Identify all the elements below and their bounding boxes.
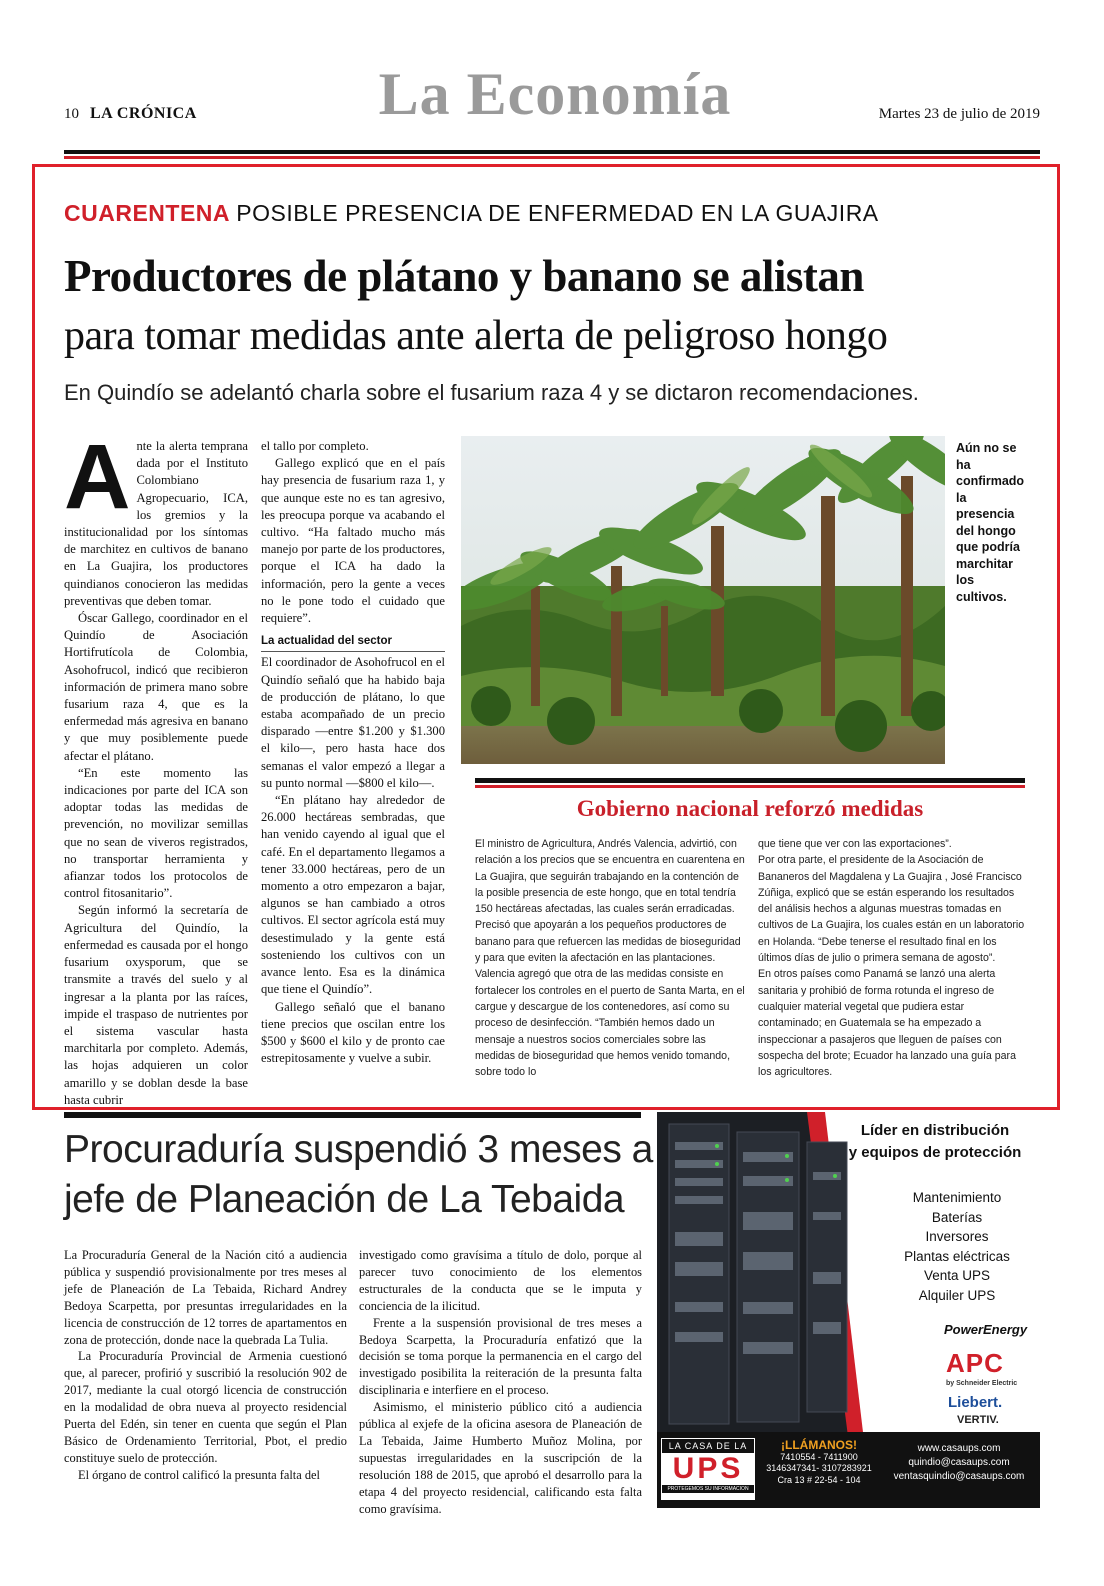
service-item: Venta UPS: [923, 1268, 991, 1283]
photo-illustration: [461, 436, 945, 764]
brand-power-energy-logo: PowerEnergy: [944, 1322, 1028, 1337]
service-item: Mantenimiento: [912, 1190, 1002, 1205]
article-column-1: [64, 426, 248, 1109]
ad-headline-1: Líder en distribución: [860, 1122, 1010, 1139]
paragraph: Según informó la secretaría de Agricultura del Quindío, la enfermedad es causada por el hongo fusarium oxysporum, que se transmite a través del suelo y al ingresar a la planta por las raíces, impide el traspaso de nutrientes por el sistema vascular hasta marchitarla por completo. Además, las hojas adquieren un color amarillo y se doblan desde la base hasta cubrir: [64, 903, 248, 1107]
store-logo-tagline: PROTEGEMOS SU INFORMACION: [662, 1485, 754, 1493]
paragraph: investigado como gravísima a título de dolo, porque al parecer tuvo conocimiento de los elementos estructurales de la conducta que se le imputa y conciencia de la ilicitud.: [359, 1248, 642, 1313]
header-rule-red: [64, 156, 1040, 159]
address: Cra 13 # 22-54 - 104: [777, 1474, 861, 1485]
issue-date: Martes 23 de julio de 2019: [878, 106, 1040, 122]
ups-advertisement[interactable]: [657, 1112, 1040, 1508]
headline-line-2: para tomar medidas ante alerta de peligroso hongo: [64, 313, 888, 359]
paragraph: El órgano de control calificó la presunta falta del: [78, 1467, 320, 1482]
subheading: La actualidad del sector: [261, 633, 445, 652]
paragraph: el tallo por completo.: [261, 439, 369, 453]
sidebar-column-2: [758, 836, 1030, 1080]
brand-vertiv-logo: VERTIV.: [957, 1414, 999, 1426]
contact-phones: [761, 1440, 877, 1486]
sidebar-rule-red: [475, 785, 1025, 788]
service-item: Plantas eléctricas: [904, 1248, 1010, 1264]
paragraph: La Procuraduría Provincial de Armenia cuestionó que, al parecer, profirió y suscribió la resolución 902 de 2017, mediante la cual otorgó licencia de construcción en la modalidad de obra nueva al proyecto residencial Puerta del Edén, sin tener en cuenta que según el Plan Básico de Ordenamiento Territorial, Pbot, el predio constituye suelo de protección.: [64, 1349, 347, 1465]
phone-numbers-1: 7410554 - 7411900: [780, 1451, 858, 1462]
sidebar-title: Gobierno nacional reforzó medidas: [576, 796, 924, 821]
page-number: 10: [64, 106, 79, 122]
second-column-1: [64, 1247, 347, 1484]
contact-web: [879, 1442, 1039, 1484]
paragraph: La Procuraduría General de la Nación citó a audiencia pública y suspendió provisionalmente por tres meses al jefe de Planeación de La Tebaida, Richard Andrey Bedoya Scarpetta, por presuntas irregularidades en la licencia de construcción de 12 torres de apartamentos en zona de protección, donde nace la quebrada La Tulia.: [64, 1248, 347, 1347]
paragraph: Valencia agregó que otra de las medidas consiste en fortalecer los controles en el puerto de Santa Marta, en el cargue y descargue de los contenedores, así como su proceso de desinfección. “También hemos dado un mensaje a nuestros socios comerciales sobre las medidas de bioseguridad que hemos venido tomando, sobre todo lo: [475, 968, 745, 1079]
email-link[interactable]: ventasquindio@casaups.com: [893, 1471, 1025, 1482]
paragraph: En otros países como Panamá se lanzó una alerta sanitaria y prohibió de forma rotunda el ingreso de cualquier material vegetal que pudiera estar contaminado; en Guatemala se ha empezado a inspeccionar a pasajeros que lleguen de países con sospecha del brote; Ecuador ha lanzado una guía para los agricultores.: [758, 968, 1016, 1079]
ad-headline-2: y equipos de protección: [848, 1144, 1022, 1161]
story-kicker: [64, 200, 879, 227]
drop-cap: A: [64, 426, 131, 528]
paragraph: El ministro de Agricultura, Andrés Valencia, advirtió, con relación a los precios que se encuentra en cuarentena en La Guajira, que seguirán trabajando en la contención de la posible presencia de este hongo, que en total tendría 150 hectáreas afectadas, las cuales serán erradicadas.: [475, 838, 745, 916]
brand-liebert-logo: Liebert.: [948, 1394, 1003, 1411]
article-column-2: [261, 438, 445, 1067]
photo-caption: Aún no se ha confirmado la presencia del hongo que podría marchitar los cultivos.: [956, 441, 1025, 604]
store-logo: [661, 1438, 755, 1500]
paragraph: “En plátano hay alrededor de 26.000 hectáreas sembradas, que han venido cayendo al igual que el café. En el departamento llegamos a tener 33.000 hectáreas, pero de un momento a otro empezaron a bajar, algunos se han cambiado a otros cultivos. El sector agrícola está muy desestimulado y la gente está sosteniendo los cultivos con un avance lento. Esa es la dinámica que tiene el Quindío”.: [261, 793, 445, 997]
kicker-label: CUARENTENA: [64, 200, 230, 226]
publication-name: LA CRÓNICA: [90, 105, 197, 122]
paragraph: Por otra parte, el presidente de la Asociación de Bananeros del Magdalena y La Guajira , José Francisco Zúñiga, explicó que se están esperando los resultados del análisis hechos a algunas muestras tomadas en cultivos de La Guajira, los cuales están en un laboratorio en Holanda. “Debe tenerse el resultado final en los últimos días de julio o primera semana de agosto”.: [758, 854, 1025, 965]
service-item: Alquiler UPS: [918, 1287, 996, 1303]
sidebar-column-1: [475, 836, 745, 1080]
paragraph: El coordinador de Asohofrucol en el Quindío señaló que ha habido baja de producción de plátano, lo que estaba acompañado de un precio disparado —entre $1.200 y $1.300 el kilo—, pero hasta hace dos semanas el valor empezó a llegar a su punto normal —$800 el kilo—.: [261, 655, 445, 790]
store-logo-top: LA CASA DE LA: [662, 1439, 754, 1453]
paragraph: “En este momento las indicaciones por parte del ICA son adoptar todas las medidas de prevención, no movilizar semillas que no sean de viveros registrados, no transportar herramienta y afianzar todos los protocolos de control fitosanitario”.: [64, 765, 248, 901]
headline-line-1: Productores de plátano y banano se alistan: [64, 251, 864, 301]
story-deck: En Quindío se adelantó charla sobre el fusarium raza 4 y se dictaron recomendaciones.: [64, 380, 919, 405]
second-column-2: [359, 1247, 642, 1518]
store-logo-name: UPS: [672, 1452, 744, 1485]
kicker-text: POSIBLE PRESENCIA DE ENFERMEDAD EN LA GUAJIRA: [236, 200, 879, 226]
paragraph: Gallego señaló que el banano tiene precios que oscilan entre los $500 y $600 el kilo y de pronto cae estrepitosamente y vuelve a subir.: [261, 999, 445, 1066]
paragraph: que tiene que ver con las exportaciones”.: [758, 838, 952, 850]
paragraph: Gallego explicó que en el país hay presencia de fusarium raza 1, y que aunque este no es tan agresivo, les preocupa porque va acabando el cultivo. “Ha faltado mucho más manejo por parte de los productores, porque el ICA ha dado la información, pero la gente a veces no le pone todo el cuidado que requiere”.: [261, 456, 445, 626]
website-link[interactable]: www.casaups.com: [917, 1443, 1001, 1454]
paragraph: Frente a la suspensión provisional de tres meses a Bedoya Scarpetta, la Procuraduría enfatizó que la decisión se toma porque la permanencia en el cargo del investigado posibilita la reiteración de la presunta falta disciplinaria e interfiere en el proceso.: [359, 1315, 642, 1398]
phone-numbers-2: 3146347341- 3107283921: [766, 1463, 872, 1473]
paragraph: Ante la alerta temprana dada por el Instituto Colombiano Agropecuario, ICA, los gremios y la institucionalidad por los síntomas de marchitez en cultivos de banano en La Guajira, los productores quindianos conocieron las medidas preventivas que deben tomar.: [64, 426, 248, 608]
second-story-rule: [64, 1112, 641, 1118]
second-headline-line-2: jefe de Planeación de La Tebaida: [64, 1178, 625, 1221]
sidebar-rule-black: [475, 778, 1025, 783]
paragraph: Asimismo, el ministerio público citó a audiencia pública al exjefe de la oficina asesora de Planeación de La Tebaida, Jaime Humberto Muñoz Molina, por supuestas irregularidades en la suscripción de la resolución 188 de 2015, que aprobó el desarrollo para la etapa 4 del proyecto residencial, calificando esta falta como gravísima.: [359, 1400, 642, 1516]
header-rule-top: [64, 150, 1040, 154]
brand-apc-logo: APC: [946, 1348, 1004, 1378]
ad-services-list: [877, 1188, 1037, 1305]
banana-plantation-photo: [461, 436, 945, 764]
email-link[interactable]: quindio@casaups.com: [908, 1457, 1010, 1468]
second-headline-line-1: Procuraduría suspendió 3 meses a: [64, 1128, 653, 1171]
service-item: Baterías: [931, 1209, 983, 1225]
call-label: ¡LLÁMANOS!: [781, 1438, 857, 1452]
paragraph: Óscar Gallego, coordinador en el Quindío de Asociación Hortifrutícola de Colombia, Asohofrucol, indicó que recibieron información de primera mano sobre fusarium raza 4, que es la enfermedad más agresiva en banano y que muy posiblemente puede afectar el plátano.: [64, 611, 248, 763]
section-title: La Economía: [378, 61, 732, 127]
paragraph: Precisó que apoyarán a los pequeños productores de banano para que refuercen las medidas de bioseguridad y para que eviten la afectación en las plantaciones.: [475, 919, 741, 965]
service-item: Inversores: [925, 1229, 989, 1244]
brand-apc-sub: by Schneider Electric: [946, 1380, 1018, 1387]
